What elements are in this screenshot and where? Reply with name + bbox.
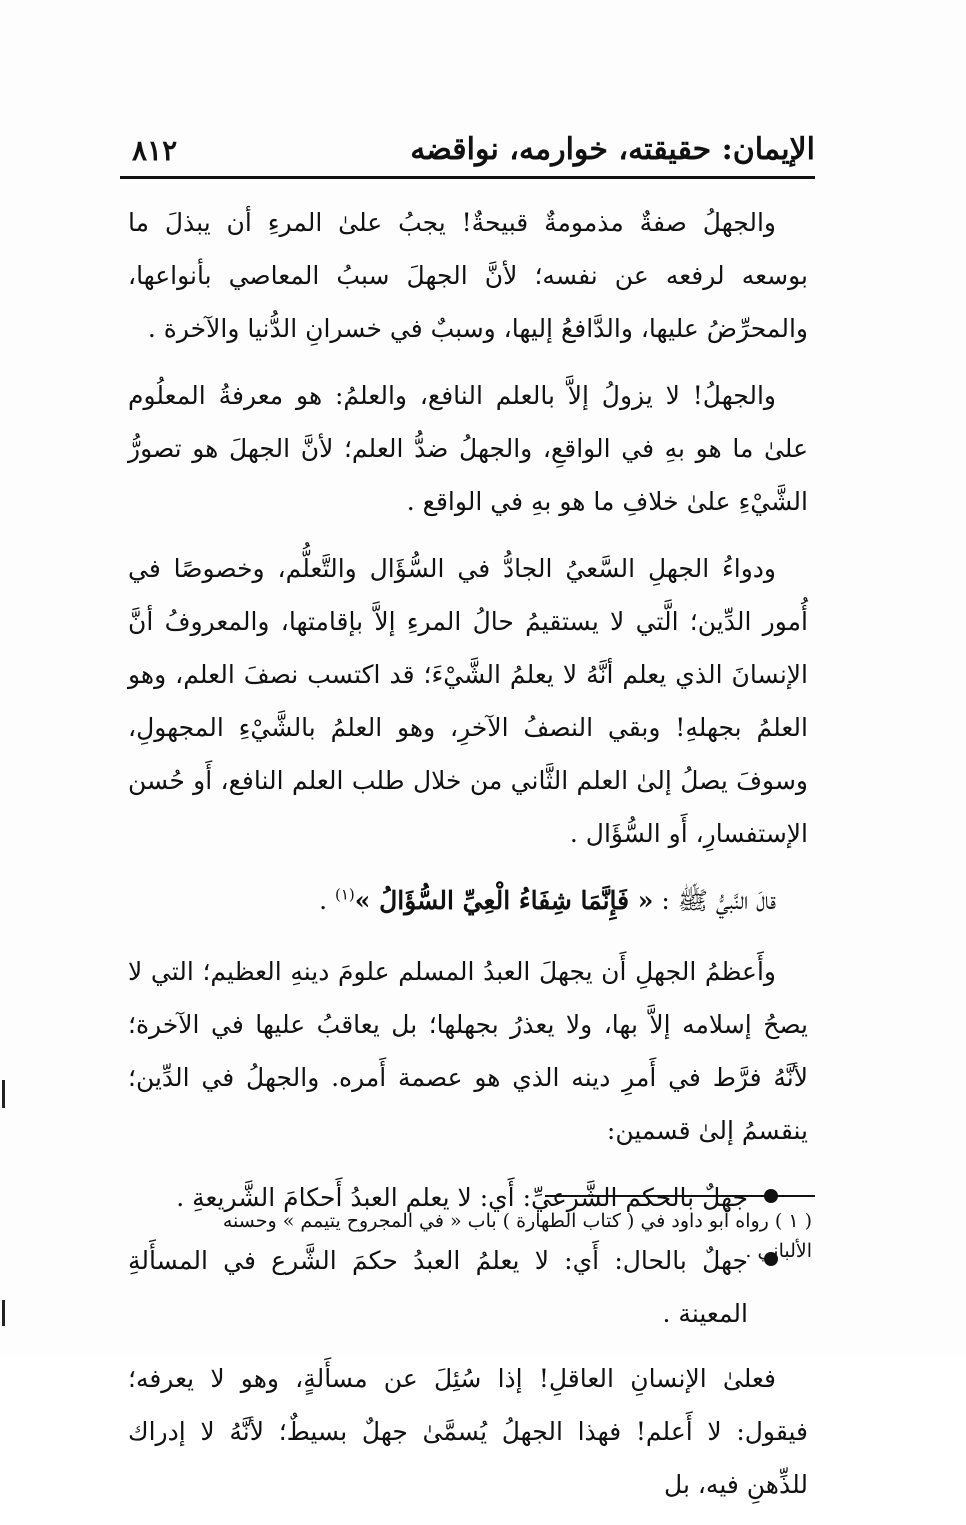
page-header [120,128,815,172]
paragraph-2: والجهلُ! لا يزولُ إلاَّ بالعلم النافع، والعلمُ: هو معرفةُ المعلُوم علىٰ ما هو بهِ في الواقعِ، والجهلُ ضدُّ العلم؛ لأنَّ الجهلَ هو تصورُّ الشَّيْءِ علىٰ خلافِ ما هو بهِ في الواقع . [128,381,808,516]
bullet-text: جهلٌ بالحال: أَي: لا يعلمُ العبدُ حكمَ الشَّرع في المسأَلةِ المعينة . [128,1246,748,1328]
paragraph-3: ودواءُ الجهلِ السَّعيُ الجادُّ في السُّؤَال والتَّعلُّم، وخصوصًا في أُمور الدِّين؛ الَّتي لا يستقيمُ حالُ المرءِ إلاَّ بإقامتها، والمعروفُ أنَّ الإنسانَ الذي يعلم أنَّهُ لا يعلمُ الشَّيْءَ؛ قد اكتسب نصفَ العلم، وهو العلمُ بجهلهِ! وبقي النصفُ الآخرِ، وهو العلمُ بالشَّيْءِ المجهولِ، وسوفَ يصلُ إلىٰ العلم الثَّاني من خلال طلب العلم النافع، أَو حُسن الإستفسارِ، أَو السُّؤَال . [128,554,808,848]
hadith-quote: قالَ النَّبيُّ ﷺ : « فَإِنَّمَا شِفَاءُ الْعِيِّ السُّؤَالُ »$^{(١)}$ . [319,885,776,915]
quote-text: « فَإِنَّمَا شِفَاءُ الْعِيِّ السُّؤَالُ » [354,886,654,915]
footnote-reference: (١) [334,885,355,904]
scan-edge-mark [2,1300,5,1326]
quote-intro: قالَ النَّبيُّ ﷺ : [661,886,776,915]
main-text [128,196,808,1525]
scan-edge-mark [2,1080,5,1108]
footnote-divider [545,1195,815,1197]
page-number: ٨١٢ [132,134,178,167]
running-title: الإيمان: حقيقته، خوارمه، نواقضه [410,132,815,167]
header-divider [120,176,815,179]
footnote: ( ١ ) رواه أبو داود في ( كتاب الطهارة ) باب « في المجروح يتيمم » وحسنه الألباني . [222,1210,812,1262]
paragraph-5: فعلىٰ الإنسانِ العاقلِ! إذا سُئِلَ عن مسأَلةٍ، وهو لا يعرفه؛ فيقول: لا أَعلم! فهذا الجهلُ يُسمَّىٰ جهلٌ بسيطٌ؛ لأنَّهُ لا إدراك للذِّهنِ فيه، بل [128,1364,808,1499]
bullet-text: جهلٌ بالحكم الشَّرعيِّ: أَي: لا يعلم العبدُ أَحكامَ الشَّريعةِ . [176,1183,748,1212]
paragraph-1: والجهلُ صفةٌ مذمومةٌ قبيحةٌ! يجبُ علىٰ المرءِ أن يبذلَ ما بوسعه لرفعه عن نفسه؛ لأنَّ الجهلَ سببُ المعاصي بأنواعها، والمحرِّضُ عليها، والدَّافعُ إليها، وسببٌ في خسرانِ الدُّنيا والآخرة . [128,208,808,343]
paragraph-4: وأَعظمُ الجهلِ أَن يجهلَ العبدُ المسلم علومَ دينهِ العظيم؛ التي لا يصحُ إسلامه إلاَّ بها، ولا يعذرُ بجهلها؛ بل يعاقبُ عليها في الآخرة؛ لأنَّهُ فرَّط في أَمرِ دينه الذي هو عصمة أَمره. والجهلُ في الدِّين؛ ينقسمُ إلىٰ قسمين: [128,957,808,1145]
